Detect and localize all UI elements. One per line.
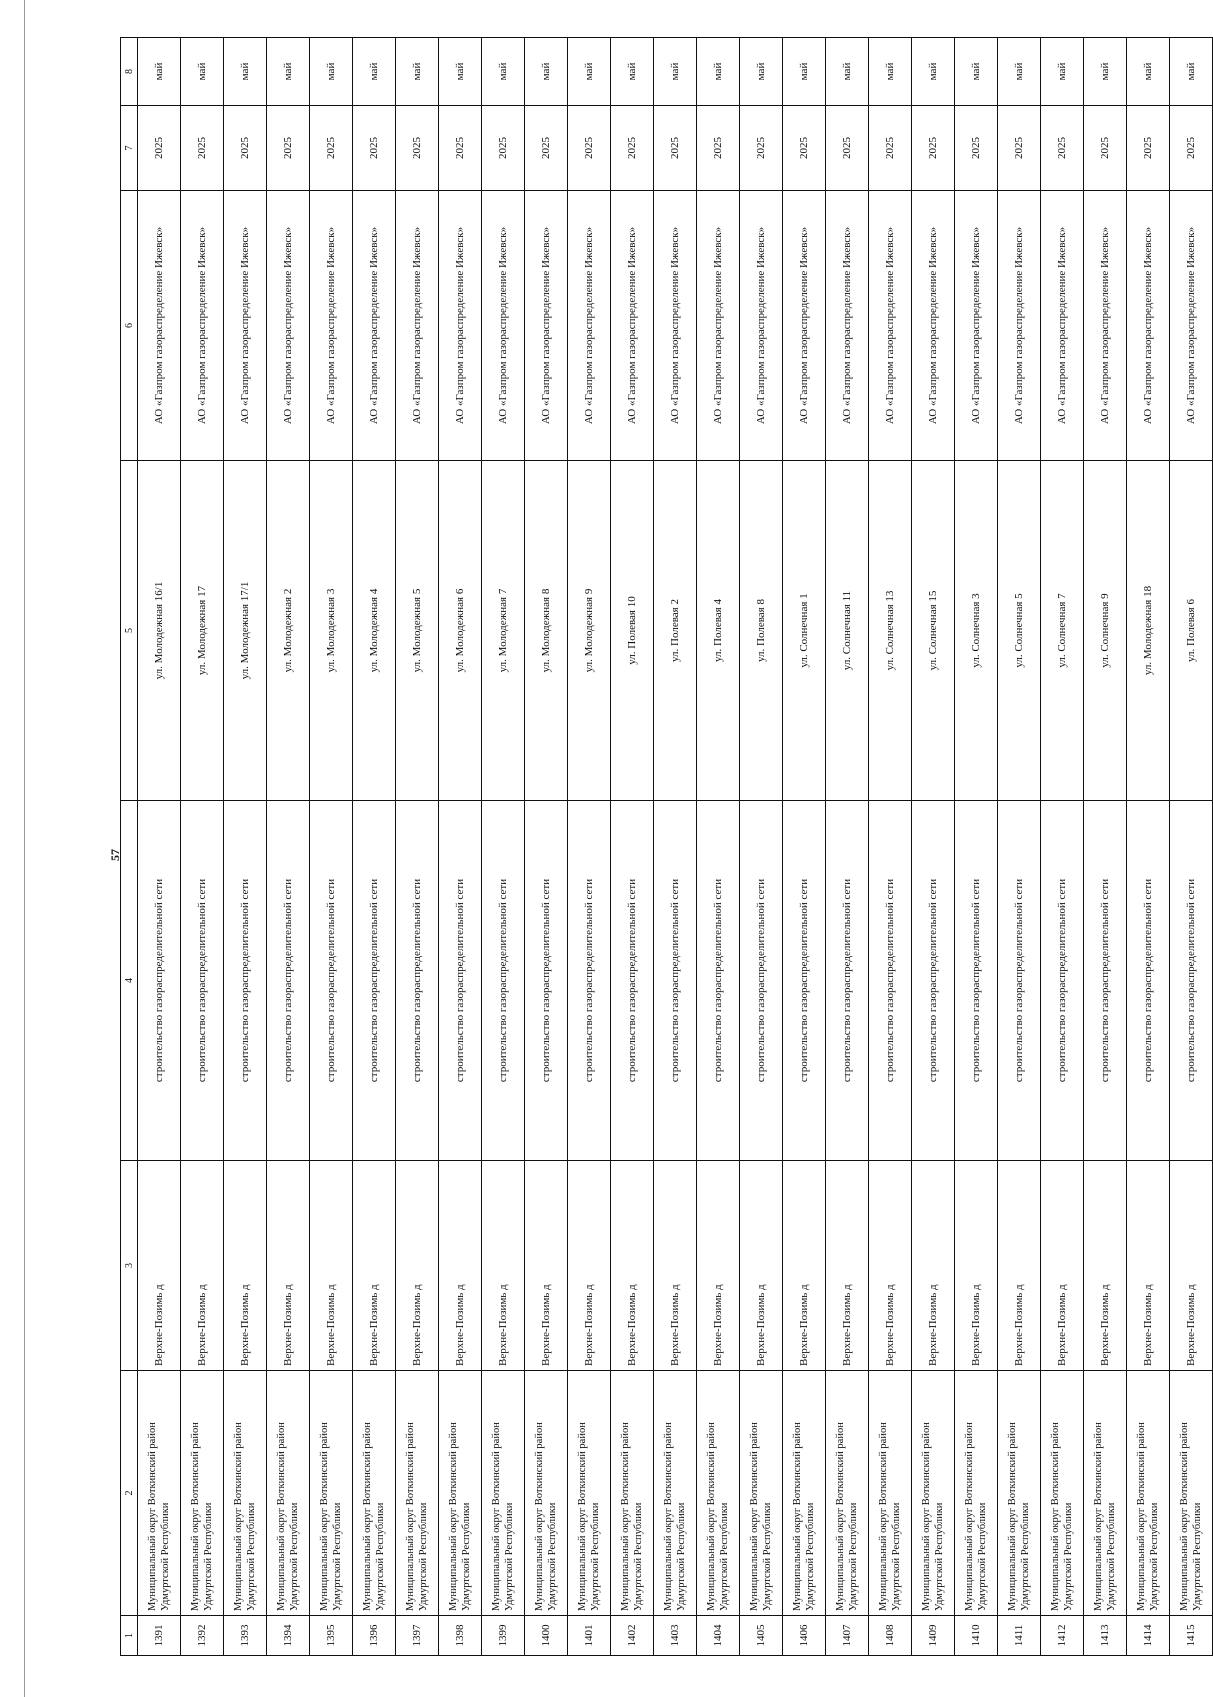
row-number: 1399	[482, 1616, 525, 1656]
year-cell: 2025	[998, 106, 1041, 191]
organization-cell: АО «Газпром газораспределение Ижевск»	[912, 191, 955, 461]
address-cell: ул. Солнечная 13	[869, 461, 912, 801]
municipality-cell: Муниципальный округ Воткинский район Удмуртской Республики	[1170, 1371, 1213, 1616]
table-row	[998, 38, 1041, 1656]
municipality-cell: Муниципальный округ Воткинский район Удмуртской Республики	[955, 1371, 998, 1616]
row-number: 1396	[353, 1616, 396, 1656]
organization-cell: АО «Газпром газораспределение Ижевск»	[697, 191, 740, 461]
address-cell: ул. Молодежная 8	[525, 461, 568, 801]
year-cell: 2025	[138, 106, 181, 191]
header-cell: 4	[121, 801, 138, 1161]
work-type-cell: строительство газораспределительной сети	[1041, 801, 1084, 1161]
table-row	[1041, 38, 1084, 1656]
municipality-cell: Муниципальный округ Воткинский район Удмуртской Республики	[181, 1371, 224, 1616]
work-type-cell: строительство газораспределительной сети	[568, 801, 611, 1161]
month-cell: май	[998, 38, 1041, 106]
row-number: 1410	[955, 1616, 998, 1656]
table-row	[525, 38, 568, 1656]
work-type-cell: строительство газораспределительной сети	[697, 801, 740, 1161]
settlement-cell: Верхне-Позимь д	[654, 1161, 697, 1371]
settlement-cell: Верхне-Позимь д	[740, 1161, 783, 1371]
year-cell: 2025	[353, 106, 396, 191]
row-number: 1391	[138, 1616, 181, 1656]
work-type-cell: строительство газораспределительной сети	[783, 801, 826, 1161]
table-row	[697, 38, 740, 1656]
settlement-cell: Верхне-Позимь д	[439, 1161, 482, 1371]
year-cell: 2025	[1084, 106, 1127, 191]
settlement-cell: Верхне-Позимь д	[869, 1161, 912, 1371]
row-number: 1405	[740, 1616, 783, 1656]
address-cell: ул. Молодежная 17/1	[224, 461, 267, 801]
header-cell: 7	[121, 106, 138, 191]
month-cell: май	[611, 38, 654, 106]
organization-cell: АО «Газпром газораспределение Ижевск»	[998, 191, 1041, 461]
month-cell: май	[224, 38, 267, 106]
work-type-cell: строительство газораспределительной сети	[396, 801, 439, 1161]
work-type-cell: строительство газораспределительной сети	[1127, 801, 1170, 1161]
row-number: 1409	[912, 1616, 955, 1656]
year-cell: 2025	[310, 106, 353, 191]
municipality-cell: Муниципальный округ Воткинский район Удмуртской Республики	[267, 1371, 310, 1616]
municipality-cell: Муниципальный округ Воткинский район Удмуртской Республики	[310, 1371, 353, 1616]
organization-cell: АО «Газпром газораспределение Ижевск»	[267, 191, 310, 461]
table-row	[740, 38, 783, 1656]
address-cell: ул. Солнечная 5	[998, 461, 1041, 801]
work-type-cell: строительство газораспределительной сети	[611, 801, 654, 1161]
address-cell: ул. Полевая 4	[697, 461, 740, 801]
year-cell: 2025	[1041, 106, 1084, 191]
work-type-cell: строительство газораспределительной сети	[654, 801, 697, 1161]
header-cell: 5	[121, 461, 138, 801]
work-type-cell: строительство газораспределительной сети	[525, 801, 568, 1161]
settlement-cell: Верхне-Позимь д	[224, 1161, 267, 1371]
work-type-cell: строительство газораспределительной сети	[310, 801, 353, 1161]
organization-cell: АО «Газпром газораспределение Ижевск»	[224, 191, 267, 461]
address-cell: ул. Полевая 6	[1170, 461, 1213, 801]
address-cell: ул. Молодежная 3	[310, 461, 353, 801]
row-number: 1402	[611, 1616, 654, 1656]
month-cell: май	[439, 38, 482, 106]
table-row	[568, 38, 611, 1656]
year-cell: 2025	[224, 106, 267, 191]
address-cell: ул. Молодежная 4	[353, 461, 396, 801]
work-type-cell: строительство газораспределительной сети	[912, 801, 955, 1161]
table-row	[783, 38, 826, 1656]
table-row	[955, 38, 998, 1656]
address-cell: ул. Солнечная 15	[912, 461, 955, 801]
municipality-cell: Муниципальный округ Воткинский район Удмуртской Республики	[611, 1371, 654, 1616]
row-number: 1415	[1170, 1616, 1213, 1656]
month-cell: май	[654, 38, 697, 106]
month-cell: май	[138, 38, 181, 106]
organization-cell: АО «Газпром газораспределение Ижевск»	[138, 191, 181, 461]
organization-cell: АО «Газпром газораспределение Ижевск»	[611, 191, 654, 461]
settlement-cell: Верхне-Позимь д	[1084, 1161, 1127, 1371]
table-row	[654, 38, 697, 1656]
organization-cell: АО «Газпром газораспределение Ижевск»	[525, 191, 568, 461]
header-cell: 1	[121, 1616, 138, 1656]
year-cell: 2025	[568, 106, 611, 191]
table-row	[396, 38, 439, 1656]
row-number: 1395	[310, 1616, 353, 1656]
month-cell: май	[1041, 38, 1084, 106]
year-cell: 2025	[482, 106, 525, 191]
table-row	[611, 38, 654, 1656]
year-cell: 2025	[1127, 106, 1170, 191]
header-cell: 2	[121, 1371, 138, 1616]
address-cell: ул. Молодежная 18	[1127, 461, 1170, 801]
work-type-cell: строительство газораспределительной сети	[1084, 801, 1127, 1161]
table-container	[120, 38, 1203, 1656]
municipality-cell: Муниципальный округ Воткинский район Удмуртской Республики	[826, 1371, 869, 1616]
municipality-cell: Муниципальный округ Воткинский район Удмуртской Республики	[740, 1371, 783, 1616]
address-cell: ул. Солнечная 11	[826, 461, 869, 801]
organization-cell: АО «Газпром газораспределение Ижевск»	[869, 191, 912, 461]
month-cell: май	[396, 38, 439, 106]
address-cell: ул. Полевая 8	[740, 461, 783, 801]
organization-cell: АО «Газпром газораспределение Ижевск»	[826, 191, 869, 461]
settlement-cell: Верхне-Позимь д	[955, 1161, 998, 1371]
address-cell: ул. Солнечная 9	[1084, 461, 1127, 801]
settlement-cell: Верхне-Позимь д	[181, 1161, 224, 1371]
table-row	[912, 38, 955, 1656]
table-row	[353, 38, 396, 1656]
work-type-cell: строительство газораспределительной сети	[826, 801, 869, 1161]
settlement-cell: Верхне-Позимь д	[138, 1161, 181, 1371]
month-cell: май	[267, 38, 310, 106]
organization-cell: АО «Газпром газораспределение Ижевск»	[353, 191, 396, 461]
organization-cell: АО «Газпром газораспределение Ижевск»	[1084, 191, 1127, 461]
municipality-cell: Муниципальный округ Воткинский район Удмуртской Республики	[654, 1371, 697, 1616]
row-number: 1401	[568, 1616, 611, 1656]
row-number: 1407	[826, 1616, 869, 1656]
header-cell: 6	[121, 191, 138, 461]
row-number: 1413	[1084, 1616, 1127, 1656]
address-cell: ул. Полевая 10	[611, 461, 654, 801]
address-cell: ул. Полевая 2	[654, 461, 697, 801]
organization-cell: АО «Газпром газораспределение Ижевск»	[1170, 191, 1213, 461]
municipality-cell: Муниципальный округ Воткинский район Удмуртской Республики	[697, 1371, 740, 1616]
table-row	[1084, 38, 1127, 1656]
row-number: 1394	[267, 1616, 310, 1656]
month-cell: май	[1084, 38, 1127, 106]
municipality-cell: Муниципальный округ Воткинский район Удмуртской Республики	[1041, 1371, 1084, 1616]
row-number: 1397	[396, 1616, 439, 1656]
table-row	[310, 38, 353, 1656]
organization-cell: АО «Газпром газораспределение Ижевск»	[1127, 191, 1170, 461]
organization-cell: АО «Газпром газораспределение Ижевск»	[181, 191, 224, 461]
settlement-cell: Верхне-Позимь д	[783, 1161, 826, 1371]
settlement-cell: Верхне-Позимь д	[998, 1161, 1041, 1371]
month-cell: май	[568, 38, 611, 106]
municipality-cell: Муниципальный округ Воткинский район Удмуртской Республики	[1127, 1371, 1170, 1616]
organization-cell: АО «Газпром газораспределение Ижевск»	[482, 191, 525, 461]
row-number: 1412	[1041, 1616, 1084, 1656]
settlement-cell: Верхне-Позимь д	[611, 1161, 654, 1371]
municipality-cell: Муниципальный округ Воткинский район Удмуртской Республики	[869, 1371, 912, 1616]
address-cell: ул. Солнечная 1	[783, 461, 826, 801]
work-type-cell: строительство газораспределительной сети	[869, 801, 912, 1161]
municipality-cell: Муниципальный округ Воткинский район Удмуртской Республики	[482, 1371, 525, 1616]
table-row	[224, 38, 267, 1656]
month-cell: май	[869, 38, 912, 106]
year-cell: 2025	[525, 106, 568, 191]
address-cell: ул. Солнечная 7	[1041, 461, 1084, 801]
organization-cell: АО «Газпром газораспределение Ижевск»	[783, 191, 826, 461]
row-number: 1403	[654, 1616, 697, 1656]
month-cell: май	[697, 38, 740, 106]
row-number: 1393	[224, 1616, 267, 1656]
work-type-cell: строительство газораспределительной сети	[955, 801, 998, 1161]
month-cell: май	[826, 38, 869, 106]
month-cell: май	[1127, 38, 1170, 106]
header-cell: 3	[121, 1161, 138, 1371]
municipality-cell: Муниципальный округ Воткинский район Удмуртской Республики	[783, 1371, 826, 1616]
work-type-cell: строительство газораспределительной сети	[1170, 801, 1213, 1161]
month-cell: май	[912, 38, 955, 106]
table-row	[181, 38, 224, 1656]
organization-cell: АО «Газпром газораспределение Ижевск»	[568, 191, 611, 461]
settlement-cell: Верхне-Позимь д	[525, 1161, 568, 1371]
table-row	[267, 38, 310, 1656]
work-type-cell: строительство газораспределительной сети	[482, 801, 525, 1161]
address-cell: ул. Молодежная 17	[181, 461, 224, 801]
municipality-cell: Муниципальный округ Воткинский район Удмуртской Республики	[568, 1371, 611, 1616]
year-cell: 2025	[912, 106, 955, 191]
year-cell: 2025	[1170, 106, 1213, 191]
table-row	[869, 38, 912, 1656]
year-cell: 2025	[611, 106, 654, 191]
header-row	[121, 38, 138, 1656]
organization-cell: АО «Газпром газораспределение Ижевск»	[439, 191, 482, 461]
work-type-cell: строительство газораспределительной сети	[138, 801, 181, 1161]
organization-cell: АО «Газпром газораспределение Ижевск»	[740, 191, 783, 461]
work-type-cell: строительство газораспределительной сети	[439, 801, 482, 1161]
month-cell: май	[740, 38, 783, 106]
work-type-cell: строительство газораспределительной сети	[267, 801, 310, 1161]
row-number: 1408	[869, 1616, 912, 1656]
organization-cell: АО «Газпром газораспределение Ижевск»	[1041, 191, 1084, 461]
address-cell: ул. Солнечная 3	[955, 461, 998, 801]
work-type-cell: строительство газораспределительной сети	[998, 801, 1041, 1161]
row-number: 1398	[439, 1616, 482, 1656]
month-cell: май	[310, 38, 353, 106]
year-cell: 2025	[783, 106, 826, 191]
month-cell: май	[181, 38, 224, 106]
settlement-cell: Верхне-Позимь д	[826, 1161, 869, 1371]
settlement-cell: Верхне-Позимь д	[1170, 1161, 1213, 1371]
table-row	[1127, 38, 1170, 1656]
row-number: 1392	[181, 1616, 224, 1656]
year-cell: 2025	[654, 106, 697, 191]
table-row	[439, 38, 482, 1656]
settlement-cell: Верхне-Позимь д	[353, 1161, 396, 1371]
month-cell: май	[353, 38, 396, 106]
settlement-cell: Верхне-Позимь д	[482, 1161, 525, 1371]
address-cell: ул. Молодежная 6	[439, 461, 482, 801]
year-cell: 2025	[697, 106, 740, 191]
address-cell: ул. Молодежная 5	[396, 461, 439, 801]
municipality-cell: Муниципальный округ Воткинский район Удмуртской Республики	[912, 1371, 955, 1616]
work-type-cell: строительство газораспределительной сети	[224, 801, 267, 1161]
settlement-cell: Верхне-Позимь д	[912, 1161, 955, 1371]
organization-cell: АО «Газпром газораспределение Ижевск»	[396, 191, 439, 461]
address-cell: ул. Молодежная 16/1	[138, 461, 181, 801]
address-cell: ул. Молодежная 7	[482, 461, 525, 801]
settlement-cell: Верхне-Позимь д	[1041, 1161, 1084, 1371]
settlement-cell: Верхне-Позимь д	[310, 1161, 353, 1371]
table-row	[1170, 38, 1213, 1656]
municipality-cell: Муниципальный округ Воткинский район Удмуртской Республики	[138, 1371, 181, 1616]
municipality-cell: Муниципальный округ Воткинский район Удмуртской Республики	[224, 1371, 267, 1616]
organization-cell: АО «Газпром газораспределение Ижевск»	[955, 191, 998, 461]
work-type-cell: строительство газораспределительной сети	[353, 801, 396, 1161]
month-cell: май	[783, 38, 826, 106]
year-cell: 2025	[955, 106, 998, 191]
year-cell: 2025	[396, 106, 439, 191]
row-number: 1414	[1127, 1616, 1170, 1656]
address-cell: ул. Молодежная 9	[568, 461, 611, 801]
municipality-cell: Муниципальный округ Воткинский район Удмуртской Республики	[1084, 1371, 1127, 1616]
scan-edge-line	[24, 0, 25, 1697]
year-cell: 2025	[267, 106, 310, 191]
row-number: 1406	[783, 1616, 826, 1656]
year-cell: 2025	[181, 106, 224, 191]
municipality-cell: Муниципальный округ Воткинский район Удмуртской Республики	[998, 1371, 1041, 1616]
municipality-cell: Муниципальный округ Воткинский район Удмуртской Республики	[439, 1371, 482, 1616]
municipality-cell: Муниципальный округ Воткинский район Удмуртской Республики	[396, 1371, 439, 1616]
table-row	[138, 38, 181, 1656]
year-cell: 2025	[740, 106, 783, 191]
year-cell: 2025	[826, 106, 869, 191]
settlement-cell: Верхне-Позимь д	[568, 1161, 611, 1371]
work-type-cell: строительство газораспределительной сети	[181, 801, 224, 1161]
month-cell: май	[525, 38, 568, 106]
settlement-cell: Верхне-Позимь д	[396, 1161, 439, 1371]
municipality-cell: Муниципальный округ Воткинский район Удмуртской Республики	[525, 1371, 568, 1616]
table-row	[826, 38, 869, 1656]
work-type-cell: строительство газораспределительной сети	[740, 801, 783, 1161]
organization-cell: АО «Газпром газораспределение Ижевск»	[654, 191, 697, 461]
header-cell: 8	[121, 38, 138, 106]
page-number: 57	[108, 849, 122, 861]
settlement-cell: Верхне-Позимь д	[267, 1161, 310, 1371]
table-row	[482, 38, 525, 1656]
year-cell: 2025	[439, 106, 482, 191]
month-cell: май	[482, 38, 525, 106]
municipality-cell: Муниципальный округ Воткинский район Удмуртской Республики	[353, 1371, 396, 1616]
gasification-table	[120, 37, 1213, 1656]
row-number: 1411	[998, 1616, 1041, 1656]
month-cell: май	[1170, 38, 1213, 106]
organization-cell: АО «Газпром газораспределение Ижевск»	[310, 191, 353, 461]
address-cell: ул. Молодежная 2	[267, 461, 310, 801]
year-cell: 2025	[869, 106, 912, 191]
row-number: 1404	[697, 1616, 740, 1656]
settlement-cell: Верхне-Позимь д	[1127, 1161, 1170, 1371]
month-cell: май	[955, 38, 998, 106]
row-number: 1400	[525, 1616, 568, 1656]
settlement-cell: Верхне-Позимь д	[697, 1161, 740, 1371]
